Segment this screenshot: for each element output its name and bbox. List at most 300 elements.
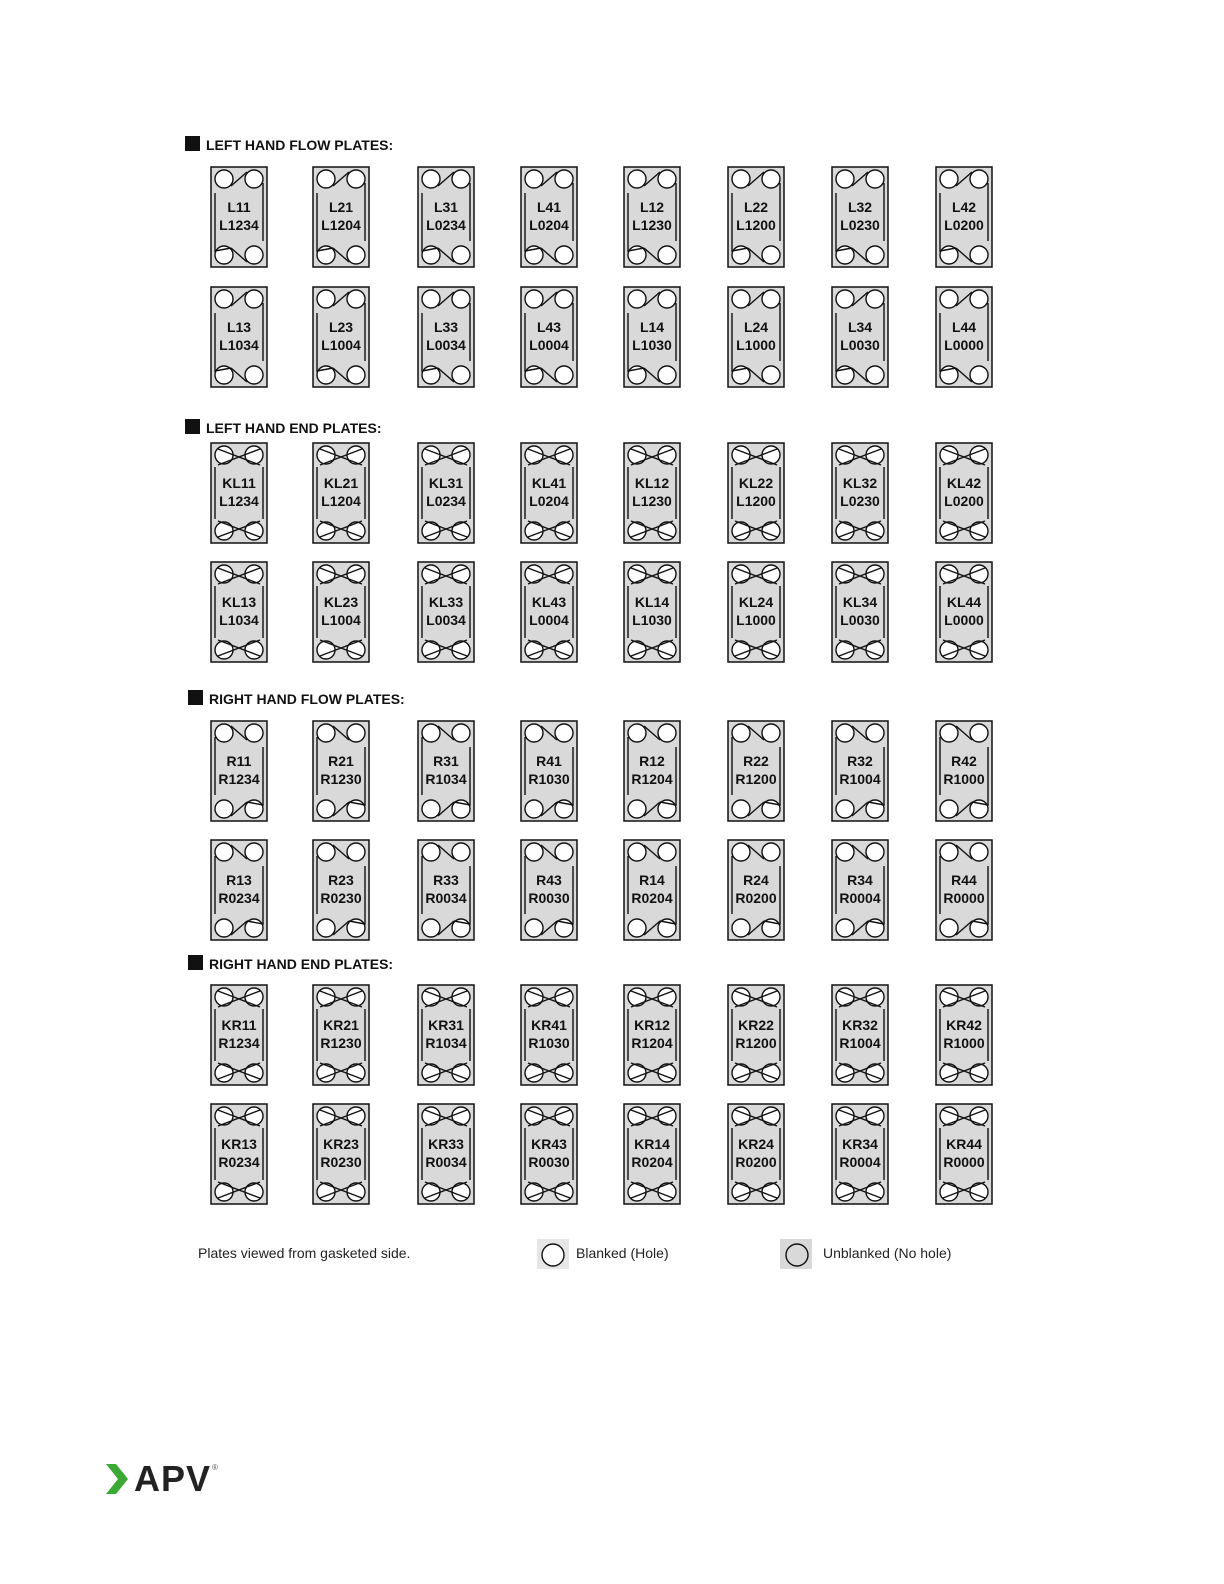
port-circle: [762, 366, 780, 384]
port-circle: [555, 641, 573, 659]
port-circle: [317, 170, 335, 188]
port-circle: [245, 988, 263, 1006]
port-circle: [762, 446, 780, 464]
plate: [936, 167, 992, 267]
plate: [728, 985, 784, 1085]
port-circle: [245, 446, 263, 464]
plate: [313, 721, 369, 821]
port-circle: [866, 641, 884, 659]
plate: [313, 562, 369, 662]
port-circle: [555, 1107, 573, 1125]
port-circle: [555, 1183, 573, 1201]
port-circle: [525, 522, 543, 540]
port-circle: [836, 1107, 854, 1125]
port-circle: [970, 1107, 988, 1125]
port-circle: [347, 522, 365, 540]
port-circle: [525, 641, 543, 659]
port-circle: [940, 1183, 958, 1201]
plate-label: R23: [328, 872, 354, 888]
plate-code: R1234: [218, 771, 260, 787]
port-circle: [215, 565, 233, 583]
port-circle: [940, 446, 958, 464]
section-bullet-icon: [188, 690, 203, 705]
port-circle: [658, 246, 676, 264]
plate: [832, 443, 888, 543]
port-circle: [762, 724, 780, 742]
plate-label: KL12: [634, 475, 670, 491]
plate: [832, 985, 888, 1085]
plate: [936, 721, 992, 821]
port-circle: [317, 641, 335, 659]
plate: [521, 721, 577, 821]
plate-label: KR11: [221, 1017, 257, 1033]
port-circle: [525, 170, 543, 188]
port-circle: [732, 641, 750, 659]
port-circle: [628, 641, 646, 659]
port-circle: [317, 800, 335, 818]
port-circle: [422, 1064, 440, 1082]
port-circle: [658, 1183, 676, 1201]
port-circle: [422, 170, 440, 188]
port-circle: [628, 919, 646, 937]
port-circle: [525, 724, 543, 742]
port-circle: [732, 565, 750, 583]
plate-code: R1030: [528, 771, 570, 787]
plate-code: R0030: [528, 890, 570, 906]
port-circle: [866, 1183, 884, 1201]
plate-code: L0204: [529, 217, 569, 233]
plate-label: KR34: [842, 1136, 878, 1152]
section-bullet-icon: [188, 955, 203, 970]
plate-code: L0000: [944, 337, 984, 353]
plate-label: R21: [328, 753, 354, 769]
plate-code: L0200: [944, 493, 984, 509]
port-circle: [970, 1064, 988, 1082]
port-circle: [347, 641, 365, 659]
port-circle: [422, 800, 440, 818]
port-circle: [940, 1064, 958, 1082]
plate-label: KL44: [946, 594, 982, 610]
port-circle: [628, 1064, 646, 1082]
port-circle: [836, 1064, 854, 1082]
port-circle: [215, 988, 233, 1006]
plate: [521, 840, 577, 940]
plate-code: L1200: [736, 493, 776, 509]
plate: [418, 840, 474, 940]
port-circle: [347, 1064, 365, 1082]
port-circle: [866, 988, 884, 1006]
port-circle: [452, 1107, 470, 1125]
port-circle: [658, 565, 676, 583]
port-circle: [970, 290, 988, 308]
port-circle: [525, 446, 543, 464]
port-circle: [628, 1183, 646, 1201]
port-circle: [658, 641, 676, 659]
plate: [936, 1104, 992, 1204]
port-circle: [940, 290, 958, 308]
port-circle: [555, 366, 573, 384]
port-circle: [732, 170, 750, 188]
plate-code: R1230: [320, 1035, 362, 1051]
plate-label: L23: [328, 319, 354, 335]
port-circle: [866, 1107, 884, 1125]
port-circle: [525, 1183, 543, 1201]
port-circle: [940, 988, 958, 1006]
port-circle: [970, 641, 988, 659]
plate: [728, 721, 784, 821]
plate-code: R1004: [839, 1035, 881, 1051]
plate-code: L1230: [632, 493, 672, 509]
plate-code: L0030: [840, 612, 880, 628]
plate: [211, 1104, 267, 1204]
plate: [313, 985, 369, 1085]
port-circle: [215, 1107, 233, 1125]
plate-code: R1200: [735, 1035, 777, 1051]
plate-label: L41: [536, 199, 562, 215]
port-circle: [215, 290, 233, 308]
port-circle: [658, 843, 676, 861]
port-circle: [762, 170, 780, 188]
plate-label: L14: [639, 319, 665, 335]
section-bullet-icon: [185, 136, 200, 151]
port-circle: [628, 724, 646, 742]
port-circle: [628, 843, 646, 861]
port-circle: [836, 522, 854, 540]
plate-label: L32: [847, 199, 873, 215]
plate-code: R0000: [943, 890, 985, 906]
plate-code: L0000: [944, 612, 984, 628]
plate-code: L1004: [321, 337, 361, 353]
port-circle: [836, 565, 854, 583]
port-circle: [245, 1183, 263, 1201]
plate: [313, 167, 369, 267]
port-circle: [866, 522, 884, 540]
plate-label: R32: [847, 753, 873, 769]
plate-code: R0004: [839, 1154, 881, 1170]
port-circle: [940, 641, 958, 659]
port-circle: [732, 988, 750, 1006]
plate-label: KL33: [428, 594, 464, 610]
port-circle: [836, 724, 854, 742]
plate-code: L1030: [632, 612, 672, 628]
plate-label: KL42: [946, 475, 982, 491]
plate-label: R14: [639, 872, 665, 888]
port-circle: [347, 290, 365, 308]
logo-text: APV: [134, 1458, 212, 1499]
port-circle: [732, 290, 750, 308]
port-circle: [836, 290, 854, 308]
port-circle: [317, 1107, 335, 1125]
plate-code: R0200: [735, 1154, 777, 1170]
plate-label: KL23: [323, 594, 359, 610]
plate: [728, 840, 784, 940]
plate-code: R0204: [631, 890, 673, 906]
plate: [418, 1104, 474, 1204]
port-circle: [970, 366, 988, 384]
registered-mark: ®: [212, 1463, 218, 1472]
port-circle: [452, 565, 470, 583]
port-circle: [422, 1183, 440, 1201]
plate-code: L0200: [944, 217, 984, 233]
plate: [313, 443, 369, 543]
plate: [624, 1104, 680, 1204]
port-circle: [452, 522, 470, 540]
plate-code: L0234: [426, 217, 466, 233]
port-circle: [317, 1064, 335, 1082]
plate-label: R41: [536, 753, 562, 769]
plate-code: R1204: [631, 771, 673, 787]
port-circle: [347, 246, 365, 264]
plate-code: L0004: [529, 337, 569, 353]
plate-code: R0234: [218, 1154, 260, 1170]
port-circle: [732, 1107, 750, 1125]
port-circle: [422, 724, 440, 742]
plate: [211, 721, 267, 821]
port-circle: [970, 843, 988, 861]
port-circle: [555, 565, 573, 583]
plate-code: L1000: [736, 612, 776, 628]
plate-code: L1204: [321, 493, 361, 509]
port-circle: [317, 843, 335, 861]
plate: [728, 1104, 784, 1204]
plate-code: R1034: [425, 771, 467, 787]
port-circle: [245, 522, 263, 540]
port-circle: [762, 565, 780, 583]
port-circle: [245, 843, 263, 861]
port-circle: [836, 843, 854, 861]
plate-code: R0034: [425, 890, 467, 906]
plate: [521, 562, 577, 662]
port-circle: [215, 522, 233, 540]
plate-label: L21: [328, 199, 354, 215]
port-circle: [245, 366, 263, 384]
port-circle: [628, 446, 646, 464]
port-circle: [525, 843, 543, 861]
plate: [211, 287, 267, 387]
port-circle: [866, 843, 884, 861]
port-circle: [422, 522, 440, 540]
port-circle: [422, 843, 440, 861]
plate: [418, 985, 474, 1085]
plate: [624, 721, 680, 821]
port-circle: [628, 170, 646, 188]
plate-code: L1000: [736, 337, 776, 353]
plate-label: KL11: [222, 475, 256, 491]
port-circle: [215, 170, 233, 188]
port-circle: [658, 724, 676, 742]
port-circle: [422, 919, 440, 937]
port-circle: [452, 724, 470, 742]
plate: [624, 562, 680, 662]
port-circle: [347, 565, 365, 583]
port-circle: [836, 800, 854, 818]
port-circle: [836, 919, 854, 937]
plate: [418, 167, 474, 267]
port-circle: [452, 170, 470, 188]
port-circle: [422, 641, 440, 659]
port-circle: [525, 1107, 543, 1125]
port-circle: [866, 1064, 884, 1082]
plate: [936, 840, 992, 940]
plate-label: L42: [951, 199, 977, 215]
plate: [521, 443, 577, 543]
plate-label: KL21: [323, 475, 359, 491]
plate: [418, 443, 474, 543]
port-circle: [317, 290, 335, 308]
port-circle: [940, 522, 958, 540]
plate-label: R12: [639, 753, 665, 769]
plate-label: KL34: [842, 594, 878, 610]
plate-label: L12: [639, 199, 665, 215]
plate-label: R13: [226, 872, 252, 888]
port-circle: [836, 641, 854, 659]
plate: [936, 287, 992, 387]
plate-label: KL24: [738, 594, 774, 610]
port-circle: [940, 843, 958, 861]
port-circle: [245, 1064, 263, 1082]
plate: [624, 840, 680, 940]
port-circle: [555, 1064, 573, 1082]
port-circle: [422, 1107, 440, 1125]
plate-code: L0230: [840, 493, 880, 509]
port-circle: [525, 290, 543, 308]
port-circle: [347, 446, 365, 464]
port-circle: [347, 843, 365, 861]
plate-code: L1200: [736, 217, 776, 233]
plate-label: KL31: [428, 475, 464, 491]
chevron-logo-icon: [104, 1462, 130, 1496]
port-circle: [762, 1107, 780, 1125]
plate-label: KR33: [428, 1136, 464, 1152]
port-circle: [452, 1183, 470, 1201]
plate-label: KR22: [738, 1017, 774, 1033]
plate-code: L0230: [840, 217, 880, 233]
port-circle: [628, 1107, 646, 1125]
port-circle: [347, 724, 365, 742]
plate: [832, 840, 888, 940]
plate: [936, 985, 992, 1085]
port-circle: [245, 246, 263, 264]
plate-code: L1230: [632, 217, 672, 233]
plate-code: R0230: [320, 890, 362, 906]
port-circle: [555, 446, 573, 464]
port-circle: [658, 988, 676, 1006]
plate-code: R0034: [425, 1154, 467, 1170]
plate: [211, 562, 267, 662]
port-circle: [555, 988, 573, 1006]
port-circle: [762, 290, 780, 308]
plate-code: L1034: [219, 337, 259, 353]
port-circle: [836, 1183, 854, 1201]
port-circle: [215, 1183, 233, 1201]
plate-code: R1234: [218, 1035, 260, 1051]
plate-label: KR32: [842, 1017, 878, 1033]
section-title: RIGHT HAND END PLATES:: [209, 956, 394, 972]
plate-code: L0034: [426, 612, 466, 628]
port-circle: [762, 843, 780, 861]
plate-label: KR12: [634, 1017, 670, 1033]
plate-label: L44: [951, 319, 977, 335]
plate-code: R1000: [943, 1035, 985, 1051]
plate-code: L0034: [426, 337, 466, 353]
port-circle: [866, 290, 884, 308]
port-circle: [836, 988, 854, 1006]
port-circle: [317, 446, 335, 464]
plate-label: KR21: [323, 1017, 359, 1033]
port-circle: [970, 565, 988, 583]
port-circle: [866, 724, 884, 742]
port-circle: [215, 446, 233, 464]
plate-code: R1200: [735, 771, 777, 787]
plate-code: R1204: [631, 1035, 673, 1051]
port-circle: [347, 1107, 365, 1125]
port-circle: [452, 366, 470, 384]
plate: [832, 562, 888, 662]
port-circle: [658, 366, 676, 384]
legend-blanked: Blanked (Hole): [576, 1245, 669, 1261]
port-circle: [866, 446, 884, 464]
port-circle: [452, 1064, 470, 1082]
plate-code: R0204: [631, 1154, 673, 1170]
plate-label: KR31: [428, 1017, 464, 1033]
plate-label: L34: [847, 319, 873, 335]
port-circle: [422, 565, 440, 583]
plate-code: L0234: [426, 493, 466, 509]
port-circle: [347, 366, 365, 384]
legend-note: Plates viewed from gasketed side.: [198, 1245, 411, 1261]
plate-label: L43: [536, 319, 562, 335]
port-circle: [940, 170, 958, 188]
plate-label: R22: [743, 753, 769, 769]
plate: [418, 287, 474, 387]
plate: [832, 1104, 888, 1204]
plate-label: L11: [227, 199, 251, 215]
plate: [624, 287, 680, 387]
plate: [313, 287, 369, 387]
plate-code: R0230: [320, 1154, 362, 1170]
port-circle: [762, 1064, 780, 1082]
plate-code: R0004: [839, 890, 881, 906]
plate-label: KR13: [221, 1136, 257, 1152]
plate: [521, 985, 577, 1085]
plate-code: R1000: [943, 771, 985, 787]
port-circle: [732, 1183, 750, 1201]
port-circle: [317, 724, 335, 742]
port-circle: [452, 446, 470, 464]
port-circle: [245, 1107, 263, 1125]
port-circle: [555, 290, 573, 308]
port-circle: [215, 724, 233, 742]
plate-label: KR23: [323, 1136, 359, 1152]
port-circle: [762, 988, 780, 1006]
plate-code: R1230: [320, 771, 362, 787]
plate-code: R0030: [528, 1154, 570, 1170]
port-circle: [215, 919, 233, 937]
plate-label: L22: [743, 199, 769, 215]
plate-label: KL43: [531, 594, 567, 610]
port-circle: [422, 290, 440, 308]
port-circle: [422, 446, 440, 464]
port-circle: [245, 641, 263, 659]
plate-code: R1034: [425, 1035, 467, 1051]
section-title: RIGHT HAND FLOW PLATES:: [209, 691, 405, 707]
port-circle: [970, 522, 988, 540]
plate-code: L1030: [632, 337, 672, 353]
section-title: LEFT HAND END PLATES:: [206, 420, 382, 436]
port-circle: [245, 565, 263, 583]
port-circle: [732, 843, 750, 861]
plate-code: R0234: [218, 890, 260, 906]
